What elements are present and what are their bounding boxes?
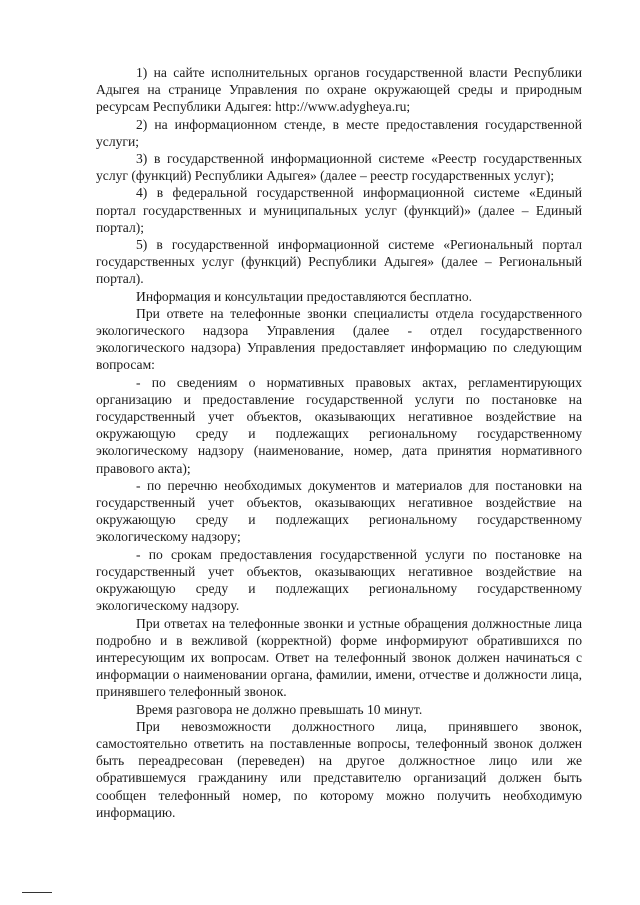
paragraph-call-redirect: При невозможности должностного лица, принявшего звонок, самостоятельно ответить на поставленные вопросы, телефонный звонок должен быть переадресован (переведен) на другое должностное лицо или же обратившемуся гражданину или представителю организаций должен быть сообщен телефонный номер, по которому можно получить необходимую информацию. <box>96 718 582 820</box>
paragraph-call-duration: Время разговора не должно превышать 10 минут. <box>136 701 423 717</box>
paragraph-item-4: 4) в федеральной государственной информационной системе «Единый портал государственных и муниципальных услуг (функций)» (далее – Единый портал); <box>96 185 582 235</box>
paragraph-phone-answers: При ответе на телефонные звонки специалисты отдела государственного экологического надзора Управления (далее - отдел государственного экологического надзора) Управления предоставляет информацию по следующим вопросам: <box>96 305 582 373</box>
paragraph-free-of-charge: Информация и консультации предоставляются бесплатно. <box>136 288 473 304</box>
paragraph-item-2: 2) на информационном стенде, в месте предоставления государственной услуги; <box>96 116 582 149</box>
paragraph-item-1: 1) на сайте исполнительных органов государственной власти Республики Адыгея на странице Управления по охране окружающей среды и природным ресурсам Республики Адыгея: http://www.adygheya.ru; <box>96 65 582 115</box>
paragraph-deadlines: - по срокам предоставления государственной услуги по постановке на государственный учет объектов, оказывающих негативное воздействие на окружающую среду и подлежащих региональному государственному экологическому надзору. <box>96 546 582 614</box>
footnote-divider <box>22 892 52 893</box>
paragraph-normative-acts: - по сведениям о нормативных правовых актах, регламентирующих организацию и предоставление государственной услуги по постановке на государственный учет объектов, оказывающих негативное воздействие на окружающую среду и подлежащих региональному государственному экологическому надзору (наименование, номер, дата принятия нормативного правового акта); <box>96 374 582 476</box>
paragraph-item-3: 3) в государственной информационной системе «Реестр государственных услуг (функций) Республики Адыгея» (далее – реестр государственных услуг); <box>96 151 582 184</box>
paragraph-documents-list: - по перечню необходимых документов и материалов для постановки на государственный учет объектов, оказывающих негативное воздействие на окружающую среду и подлежащих региональному государственному экологическому надзору; <box>96 477 582 545</box>
paragraph-oral-requests: При ответах на телефонные звонки и устные обращения должностные лица подробно и в вежливой (корректной) форме информируют обратившихся по интересующим их вопросам. Ответ на телефонный звонок должен начинаться с информации о наименовании органа, фамилии, имени, отчестве и должности лица, принявшего телефонный звонок. <box>96 615 582 700</box>
paragraph-item-5: 5) в государственной информационной системе «Региональный портал государственных услуг (функций) Республики Адыгея» (далее – Региональный портал). <box>96 237 582 287</box>
document-body <box>96 64 582 821</box>
